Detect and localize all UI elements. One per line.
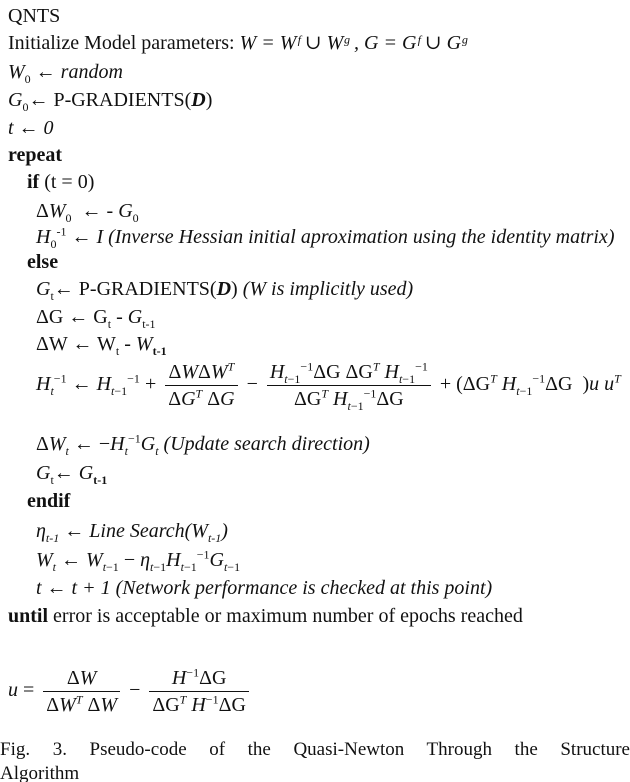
else-line (27, 250, 58, 274)
pgrad-text: P-GRADIENTS( (53, 89, 192, 111)
u-formula: u = $\frac{\Delta W}{\Delta W^T \Delta W}$ − $\frac{H^{-1}\Delta G}{\Delta G^T H^{-1}\Delta G}$ (8, 664, 253, 718)
h0-comment: I (Inverse Hessian initial aproximation using the identity matrix) (96, 226, 615, 248)
init-expr: W = Wᶠ ∪ Wᵍ , G = Gᶠ ∪ Gᵍ (239, 32, 467, 54)
h0-line: $H_0^{-1}$ ← I (Inverse Hessian initial aproximation using the identity matrix) (36, 224, 615, 251)
dg-text: ΔG ← G (36, 306, 108, 328)
if-line (27, 170, 94, 194)
if-keyword: if (27, 171, 40, 193)
figure-caption-line1: Fig. 3. Pseudo-code of the Quasi-Newton Through the Structure (0, 739, 630, 760)
dw-line: ΔW ← $W_t - W_{t-1}$ (36, 333, 167, 358)
d-symbol: D (191, 89, 206, 111)
until-line (8, 604, 523, 628)
bfgs-update-formula: $H_t^{-1}$ ← $H_{t-1}^{-1}$ + $\frac{\Delta W\Delta W^T}{\Delta G^T \Delta G}$ − $\frac{H_{t-1}^{-1}\Delta G \Delta G^T H_{t-1}^{-1}}{\Delta G^T H_{t-1}^{-1}\Delta G}$ + ($\Delta G^T$ $H_{t-1}^{-1}\Delta G$ )u $u^T$ (36, 359, 621, 413)
init-line (8, 31, 467, 55)
pgrad-text: P-GRADIENTS( (78, 278, 217, 300)
init-label: Initialize Model parameters: (8, 32, 235, 54)
t-increment-line (36, 576, 492, 600)
wt-update-line: $W_t$ ← $W_{t-1} - \eta_{t-1}H_{t-1}^{-1}G_{t-1}$ (36, 547, 241, 574)
t-init-line (8, 116, 54, 140)
t0-text: t ← 0 (8, 117, 54, 139)
t-inc-comment: t ← t + 1 (Network performance is checked at this point) (36, 577, 493, 599)
dwt-line: $\Delta W_t$ ← $-H_t^{-1}G_t$ (Update search direction) (36, 431, 370, 458)
w0-line: $W_0$ ← random (8, 61, 123, 86)
gt-shift-line: $G_t\leftarrow$ $G_{t-1}$ (36, 462, 108, 487)
line-search-text: Line Search(W (89, 520, 208, 542)
dw0-line: $\Delta W_0$ ← - $G_0$ (36, 200, 139, 225)
endif-keyword: endif (27, 490, 71, 512)
random-text: random (60, 61, 123, 83)
until-condition: error is acceptable or maximum number of epochs reached (53, 605, 523, 627)
else-keyword: else (27, 251, 59, 273)
figure-caption-line2: Algorithm (0, 763, 80, 782)
gt-line: $G_t\leftarrow$ P-GRADIENTS(D) (W is implicitly used) (36, 278, 414, 303)
dg-line: ΔG ← $G_t - G_{t-1}$ (36, 306, 156, 331)
repeat-line (8, 143, 62, 167)
d-symbol: D (216, 278, 232, 300)
until-keyword: until (8, 605, 49, 627)
dw-text: ΔW ← W (36, 333, 116, 355)
algorithm-title: QNTS (8, 5, 61, 27)
repeat-keyword: repeat (8, 144, 63, 166)
update-comment: (Update search direction) (163, 433, 370, 455)
gt-comment: (W is implicitly used) (242, 278, 414, 300)
g0-line: $G_0\leftarrow$ P-GRADIENTS(D) (8, 89, 213, 114)
endif-line (27, 489, 70, 513)
if-condition: (t = 0) (44, 171, 95, 193)
line-search-line: $\eta_{t-1}$ ← Line $Search(W_{t-1})$ (36, 520, 228, 545)
